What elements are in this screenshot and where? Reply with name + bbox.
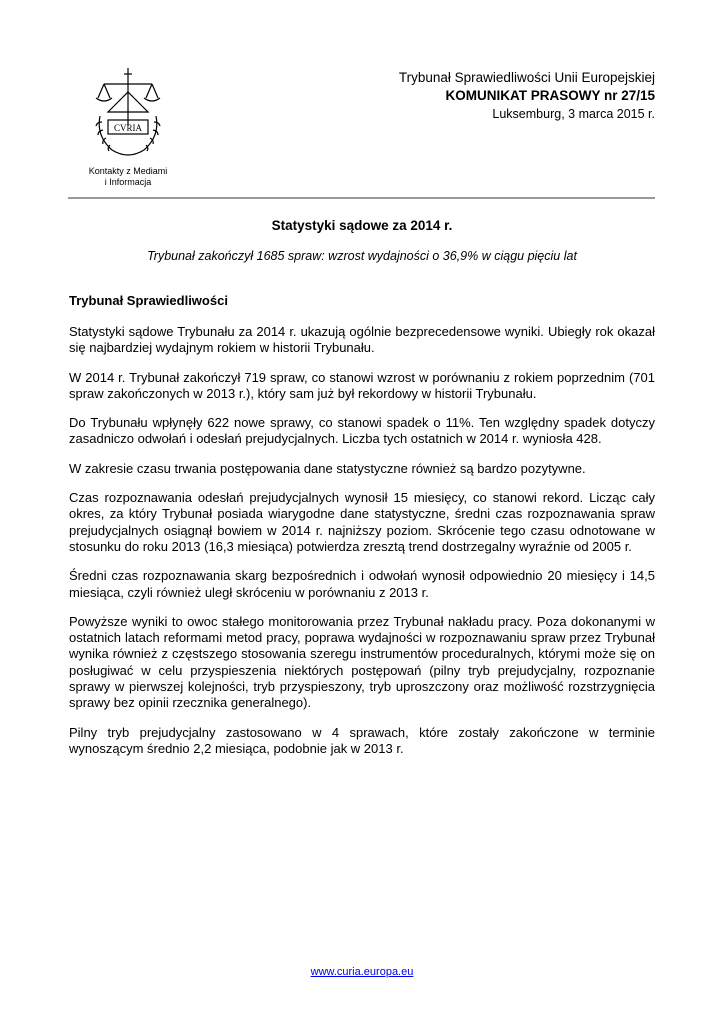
paragraph: Statystyki sądowe Trybunału za 2014 r. ukazują ogólnie bezprecedensowe wyniki. Ubiegły rok okazał się najbardziej wydajnym rokiem w historii Trybunału.	[69, 324, 655, 356]
paragraph: W 2014 r. Trybunał zakończył 719 spraw, co stanowi wzrost w porównaniu z rokiem poprzednim (701 spraw zakończonych w 2013 r.), który sam już był rekordowy w historii Trybunału.	[69, 369, 655, 401]
page-title: Statystyki sądowe za 2014 r.	[271, 218, 453, 233]
court-name: Trybunał Sprawiedliwości Unii Europejskiej	[398, 70, 655, 85]
paragraph: Pilny tryb prejudycjalny zastosowano w 4 sprawach, które zostały zakończone w terminie wynoszącym średnio 2,2 miesiąca, podobnie jak w 2013 r.	[69, 724, 655, 756]
document-header	[399, 69, 655, 123]
paragraph: W zakresie czasu trwania postępowania dane statystyczne również są bardzo pozytywne.	[69, 460, 586, 476]
paragraph: Czas rozpoznawania odesłań prejudycjalnych wynosił 15 miesięcy, co stanowi rekord. Licząc cały okres, za który Trybunał posiada wiarygodne dane statystyczne, średni czas rozpoznawania spraw prejudycjalnych osiągnął bowiem w 2014 r. najniższy poziom. Skrócenie tego czasu odnotowane w stosunku do roku 2013 (16,3 miesiąca) potwierdza zresztą trend dostrzegalny wyraźnie od 2005 r.	[69, 490, 655, 554]
location-date: Luksemburg, 3 marca 2015 r.	[492, 107, 655, 121]
curia-website-link[interactable]: www.curia.europa.eu	[310, 966, 414, 978]
contacts-line-2: i Informacja	[104, 177, 152, 187]
paragraph: Do Trybunału wpłynęły 622 nowe sprawy, co stanowi spadek o 11%. Ten względny spadek dotyczy zasadniczo odwołań i odesłań prejudycjalnych. Liczba tych ostatnich w 2014 r. wyniosła 428.	[69, 415, 655, 447]
page-subtitle: Trybunał zakończył 1685 spraw: wzrost wydajności o 36,9% w ciągu pięciu lat	[147, 249, 577, 263]
document-body	[69, 293, 655, 770]
press-release-number: KOMUNIKAT PRASOWY nr 27/15	[445, 88, 655, 103]
section-heading: Trybunał Sprawiedliwości	[69, 293, 228, 308]
paragraph: Powyższe wyniki to owoc stałego monitorowania przez Trybunał nakładu pracy. Poza dokonanymi w ostatnich latach reformami metod pracy, poprawa wydajności w rozpoznawaniu spraw przez Trybunał wynika również z częstszego stosowania szeregu instrumentów proceduralnych, którymi może się on posługiwać w celu przyspieszenia niektórych postępowań (pilny tryb prejudycjalny, rozpoznanie sprawy w pierwszej kolejności, tryb przyspieszony, tryb uproszczony oraz możliwość rozstrzygnięcia sprawy bez opinii rzecznika generalnego).	[69, 613, 655, 711]
paragraph: Średni czas rozpoznawania skarg bezpośrednich i odwołań wynosił odpowiednio 20 miesięcy i 14,5 miesiąca, czyli również uległ skróceniu w porównaniu z 2013 r.	[69, 568, 655, 600]
logo-text: CVRIA	[113, 123, 143, 133]
contacts-line-1: Kontakty z Mediami	[88, 166, 168, 176]
curia-logo	[82, 64, 174, 164]
header-divider	[68, 197, 655, 199]
media-contacts	[66, 166, 190, 188]
